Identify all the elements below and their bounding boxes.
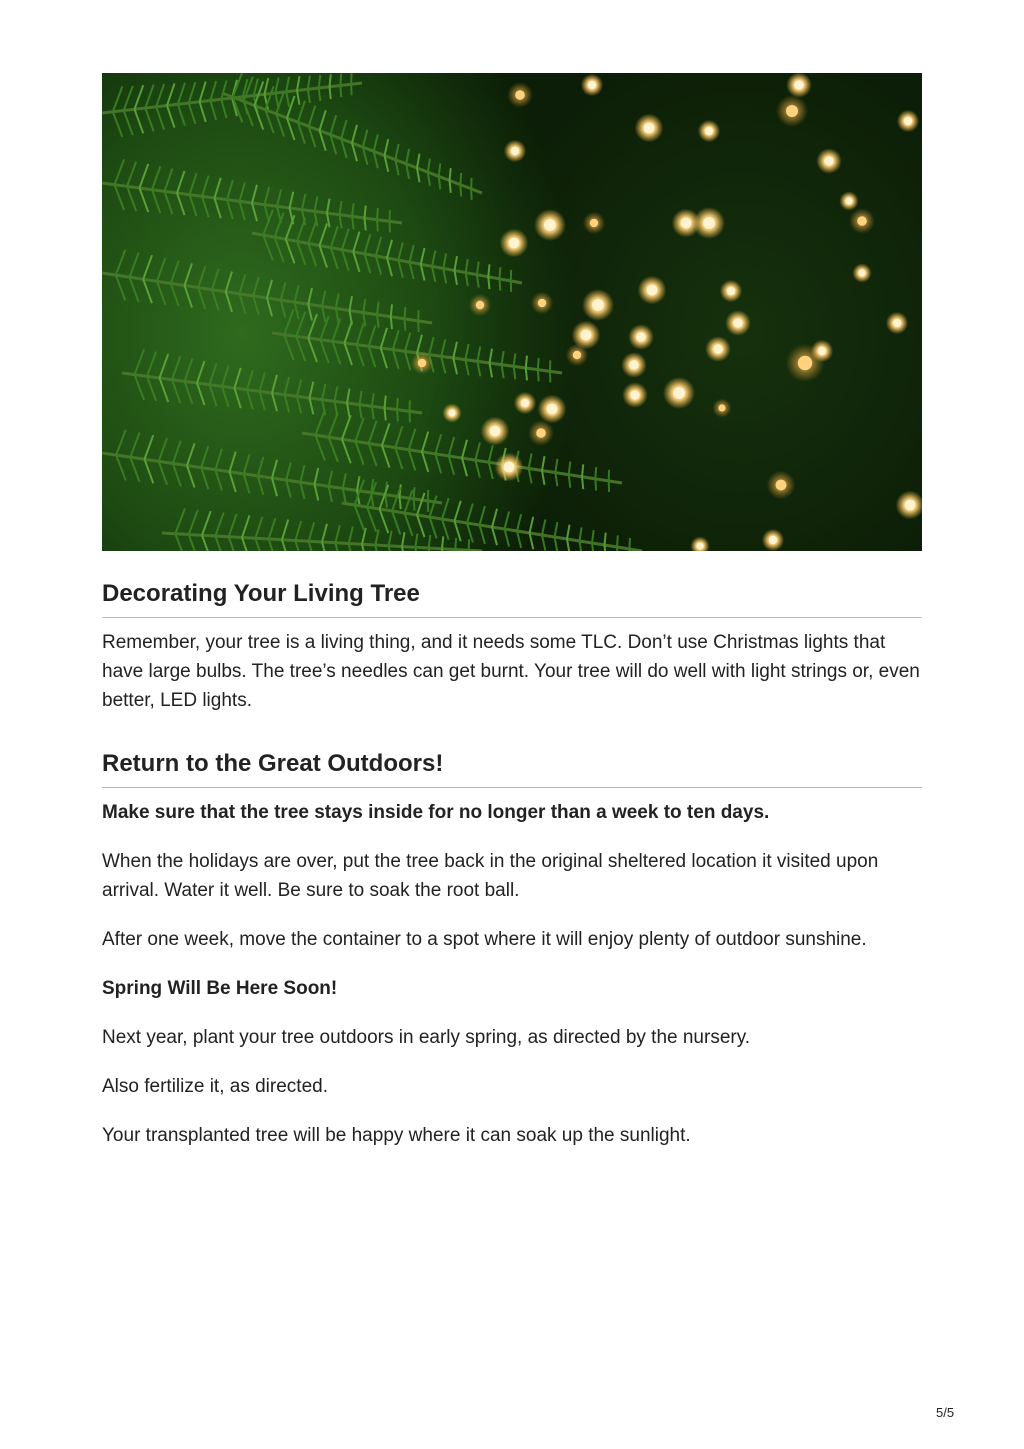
- subheading-spring: Spring Will Be Here Soon!: [102, 978, 338, 999]
- paragraph-fertilize: Also fertilize it, as directed.: [102, 1076, 328, 1097]
- bold-intro-text: Make sure that the tree stays inside for no longer than a week to ten days.: [102, 802, 770, 823]
- decorating-paragraph: Remember, your tree is a living thing, and it needs some TLC. Don’t use Christmas lights that have large bulbs. The tree’s needles can get burnt. Your tree will do well with light strings or, even better, LED lights.: [102, 632, 920, 711]
- paragraph-transplanted: Your transplanted tree will be happy where it can soak up the sunlight.: [102, 1125, 691, 1146]
- paragraph-after-one-week: After one week, move the container to a spot where it will enjoy plenty of outdoor sunshine.: [102, 929, 867, 950]
- paragraph-holidays-over: When the holidays are over, put the tree back in the original sheltered location it visited upon arrival. Water it well. Be sure to soak the root ball.: [102, 851, 879, 901]
- paragraph-next-year: Next year, plant your tree outdoors in early spring, as directed by the nursery.: [102, 1027, 751, 1048]
- christmas-tree-lights-photo: [102, 73, 922, 551]
- section-heading-decorating: Decorating Your Living Tree: [102, 579, 922, 618]
- section-heading-outdoors: Return to the Great Outdoors!: [102, 749, 922, 788]
- tree-illustration: [102, 73, 922, 551]
- article-content: [102, 73, 922, 1150]
- page-number: 5/5: [936, 1405, 955, 1420]
